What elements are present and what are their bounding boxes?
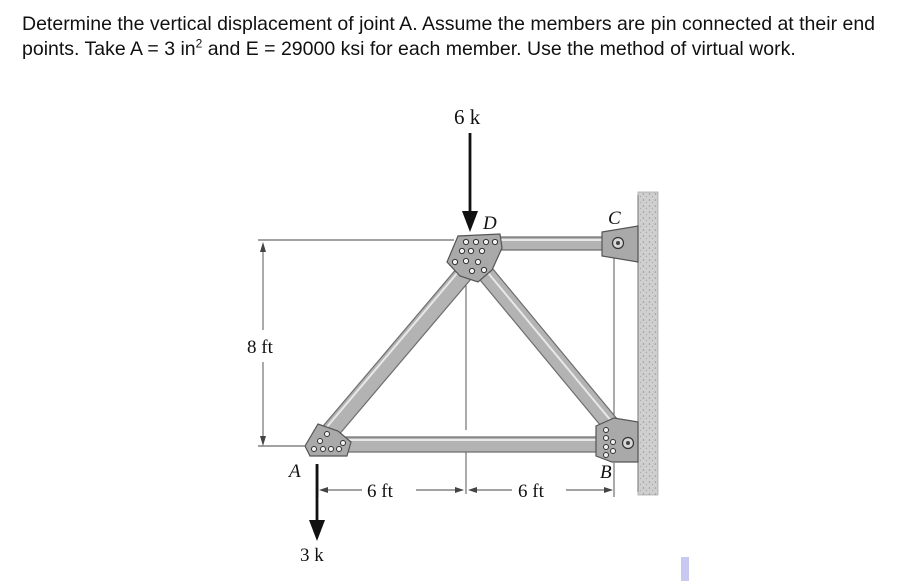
load-arrow-3k xyxy=(309,464,325,541)
problem-text-after: and E = 29000 ksi for each member. Use the method of virtual work. xyxy=(202,38,796,60)
joint-label-A: A xyxy=(289,461,301,482)
load-label-3k: 3 k xyxy=(300,545,324,566)
text-cursor-mark xyxy=(681,557,689,581)
member-DB xyxy=(466,251,632,449)
joint-label-D: D xyxy=(483,213,497,234)
joint-B-bracket xyxy=(596,418,638,462)
wall-support xyxy=(638,192,658,495)
dimension-label-left-span: 6 ft xyxy=(367,481,393,502)
load-label-6k: 6 k xyxy=(454,105,481,129)
dimension-label-right-span: 6 ft xyxy=(518,481,544,502)
member-AD xyxy=(313,254,482,450)
problem-superscript: 2 xyxy=(195,36,203,51)
problem-text-before: Determine the vertical displacement of joint A. Assume the members are pin connected at their end points. Take A = 3 in xyxy=(22,13,876,60)
dimension-label-height: 8 ft xyxy=(247,337,273,358)
joint-label-C: C xyxy=(608,208,621,229)
load-arrow-6k xyxy=(462,133,478,232)
joint-label-B: B xyxy=(600,462,612,483)
joint-C-bracket xyxy=(602,226,638,262)
